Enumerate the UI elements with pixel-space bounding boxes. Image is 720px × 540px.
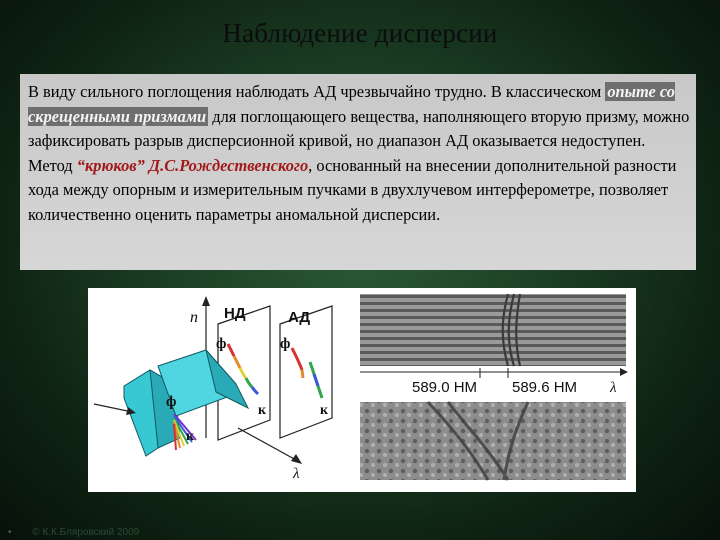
body-text-part-5: , основанный на внесении дополнительной разности хода между опорным и измерительным пучками в двухлучевом интерферометре, позволяет количественно оценить параметры аномальной дисперсии. (28, 155, 677, 224)
n-axis-arrow (202, 296, 210, 306)
phi-label-ad: ф (280, 336, 291, 352)
wavelength-axis-arrow (620, 368, 628, 376)
k-label-left: к (186, 429, 195, 444)
lambda-axis-label-left: λ (293, 466, 300, 482)
lambda-axis-line-left (238, 428, 296, 460)
nd-label: НД (224, 305, 246, 322)
footer-copyright: © К.К.Бляровский 2009 (32, 527, 140, 538)
footer (8, 527, 139, 538)
wavelength-589-0-label: 589.0 НМ (412, 379, 478, 396)
lambda-axis-label-right: λ (610, 380, 617, 396)
slide-title: Наблюдение дисперсии (222, 18, 498, 48)
interferogram-bottom (360, 402, 626, 480)
interferogram-top (360, 294, 626, 366)
n-axis-label: n (190, 309, 198, 326)
body-text-part-1: В виду сильного поглощения наблюдать АД чрезвычайно трудно. В классическом (28, 82, 606, 101)
lambda-axis-arrow-left (291, 454, 302, 464)
body-text-part-3: для поглощающего вещества, наполняющего вторую призму, можно зафиксировать разрыв дисперсионной кривой, но диапазон АД оказывается недоступен. Метод (28, 106, 690, 175)
body-text-highlight-hooks-method: “крюков” Д.С.Рождественского (76, 155, 309, 175)
k-label-ad: к (320, 403, 329, 418)
ad-label: АД (288, 309, 311, 326)
body-text-box (20, 74, 696, 270)
wavelength-589-6-label: 589.6 НМ (512, 379, 578, 396)
ad-dispersion-curve (292, 348, 322, 398)
phi-label-left: ф (166, 394, 177, 410)
k-label-nd: к (258, 403, 267, 418)
phi-label-nd: ф (216, 336, 227, 352)
body-text-highlight-crossed-prisms: опыте со скрещенными призмами (28, 82, 675, 126)
footer-bullet: • (8, 527, 12, 538)
figure-illustration (88, 288, 636, 492)
figure-panel (88, 288, 636, 492)
